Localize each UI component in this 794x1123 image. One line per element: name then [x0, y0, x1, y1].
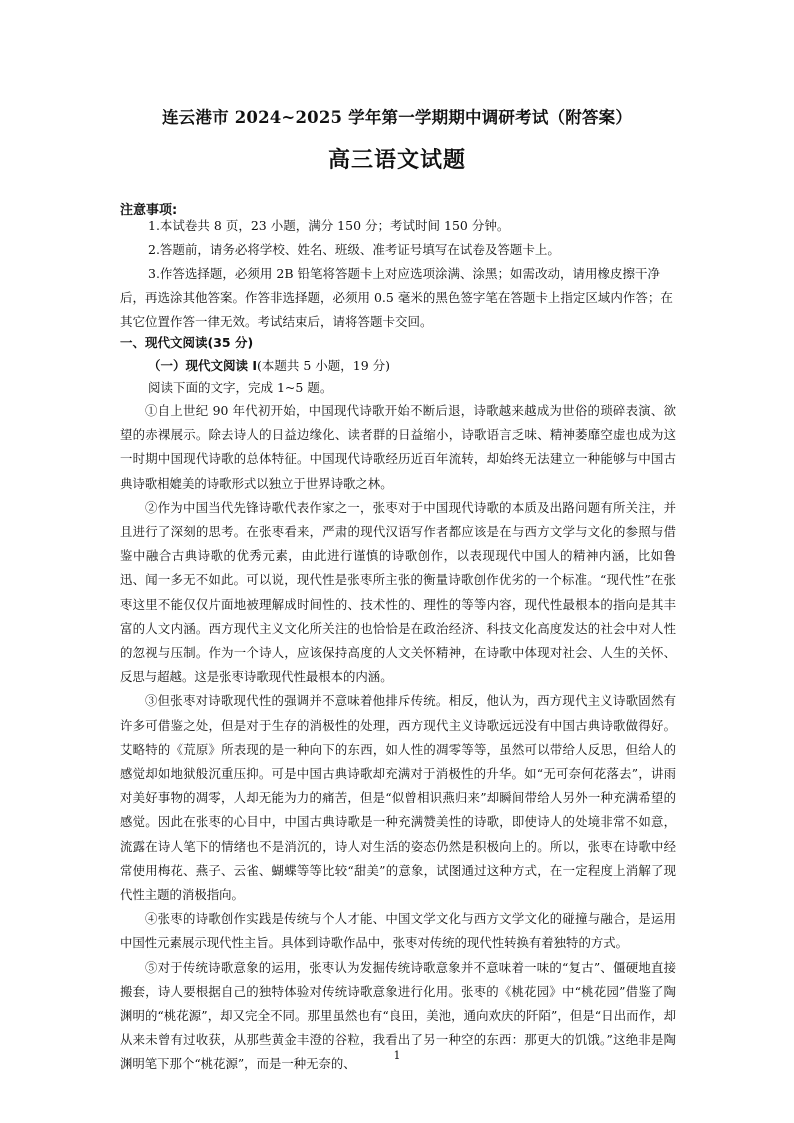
page-number: 1 [393, 1049, 401, 1062]
exam-title: 连云港市 2024~2025 学年第一学期期中调研考试（附答案） [161, 108, 633, 127]
paragraph-2: ②作为中国当代先锋诗歌代表作家之一，张枣对于中国现代诗歌的本质及出路问题有所关注，并且进行了深刻的思考。在张枣看来，严肃的现代汉语写作者都应该是在与西方文学与文化的参照与借鉴中融合古典诗歌的优秀元素，由此进行谨慎的诗歌创作，以表现现代中国人的精神内涵，比如鲁迅、闻一多无不如此。可以说，现代性是张枣所主张的衡量诗歌创作优劣的一个标准。“现代性”在张枣这里不能仅仅片面地被理解成时间性的、技术性的、理性的等等内容，现代性最根本的指向是其丰富的人文内涵。西方现代主义文化所关注的也恰恰是在政治经济、科技文化高度发达的社会中对人性的忽视与压制。作为一个诗人，应该保持高度的人文关怀精神，在诗歌中体现对社会、人生的关怀、反思与超越。这是张枣诗歌现代性最根本的内涵。 [120, 499, 676, 685]
paragraph-4: ④张枣的诗歌创作实践是传统与个人才能、中国文学文化与西方文学文化的碰撞与融合，是运用中国性元素展示现代性主旨。具体到诗歌作品中，张枣对传统的现代性转换有着独特的方式。 [120, 911, 676, 951]
sub-section-heading [148, 356, 390, 374]
paragraph-3: ③但张枣对诗歌现代性的强调并不意味着他排斥传统。相反，他认为，西方现代主义诗歌固然有许多可借鉴之处，但是对于生存的消极性的处理，西方现代主义诗歌远远没有中国古典诗歌做得好。艾略特的《荒原》所表现的是一种向下的东西，如人性的凋零等等，虽然可以带给人反思，但给人的感觉却如地狱般沉重压抑。可是中国古典诗歌却充满对于消极性的升华。如“无可奈何花落去”，讲雨对美好事物的凋零，人却无能为力的痛苦，但是“似曾相识燕归来”却瞬间带给人另外一种充满希望的感觉。因此在张枣的心目中，中国古典诗歌是一种充满赞美性的诗歌，即使诗人的处境非常不如意，流露在诗人笔下的情绪也不是消沉的，诗人对生活的姿态仍然是积极向上的。所以，张枣在诗歌中经常使用梅花、燕子、云雀、蝴蝶等等比较“甜美”的意象，试图通过这种方式，在一定程度上消解了现代性主题的消极指向。 [120, 693, 676, 903]
notice-item-2: 2.答题前，请务必将学校、姓名、班级、准考证号填写在试卷及答题卡上。 [148, 242, 560, 257]
paragraph-5: ⑤对于传统诗歌意象的运用，张枣认为发掘传统诗歌意象并不意味着一味的“复古”、僵硬地直接搬套，诗人要根据自己的独特体验对传统诗歌意象进行化用。张枣的《桃花园》中“桃花园”借鉴了陶渊明的“桃花源”，却又完全不同。那里虽然也有“良田，美池，通向欢庆的阡陌”，但是“日出而作，却从来未曾有过收获，从那些黄金丰澄的谷粒，我看出了另一种空的东西：那更大的饥饿。”这绝非是陶渊明笔下那个“桃花源”，而是一种无奈的、 [120, 959, 676, 1072]
sub-heading-detail: (本题共 5 小题，19 分) [257, 358, 391, 373]
paragraph-1: ①自上世纪 90 年代初开始，中国现代诗歌开始不断后退，诗歌越来越成为世俗的琐碎表演、欲望的赤裸展示。除去诗人的日益边缘化、读者群的日益缩小，诗歌语言乏味、精神萎靡空虚也成为这一时期中国现代诗歌的总体特征。中国现代诗歌经历近百年流转，却始终无法建立一种能够与中国古典诗歌相媲美的诗歌形式以独立于世界诗歌之林。 [120, 403, 676, 491]
notice-item-1: 1.本试卷共 8 页，23 小题，满分 150 分；考试时间 150 分钟。 [148, 218, 510, 233]
sub-heading-bold: （一）现代文阅读 I [148, 358, 258, 373]
section-heading: 一、现代文阅读(35 分) [120, 335, 254, 350]
notice-item-3: 3.作答选择题，必须用 2B 铅笔将答题卡上对应选项涂满、涂黑；如需改动，请用橡皮擦干净后，再选涂其他答案。作答非选择题，必须用 0.5 毫米的黑色签字笔在答题卡上指定区域内作答；在其它位置作答一律无效。考试结束后，请将答题卡交回。 [120, 266, 673, 329]
reading-instruction: 阅读下面的文字，完成 1~5 题。 [148, 380, 333, 395]
reading-passage [120, 399, 676, 1077]
exam-subtitle: 高三语文试题 [327, 147, 466, 173]
notice-heading: 注意事项: [120, 203, 178, 218]
